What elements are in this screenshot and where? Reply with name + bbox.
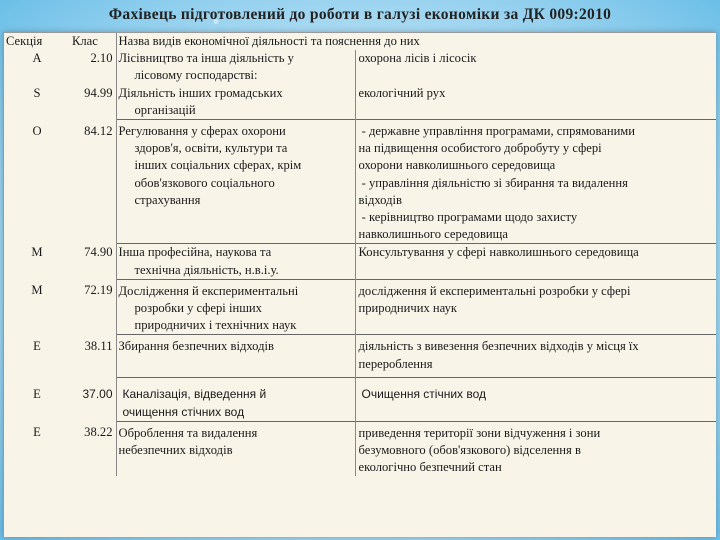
class-cell <box>70 378 116 421</box>
class-cell: 74.90 <box>84 244 113 259</box>
activity-name-cell <box>116 279 355 335</box>
explanation-line: - управління діяльністю зі збирання та видалення <box>358 175 628 190</box>
class-cell: 72.19 <box>84 283 113 298</box>
class-cell: 38.22 <box>84 425 113 440</box>
name-line: Діяльність інших громадських <box>118 85 283 100</box>
section-cell: A <box>32 51 42 66</box>
name-line: очищення стічних вод <box>122 404 245 419</box>
table-row <box>4 85 716 120</box>
name-line: інших соціальних сферах, крім <box>134 158 302 173</box>
name-line: Лісівництво та інша діяльність у <box>118 51 294 66</box>
activity-name-cell <box>116 378 355 421</box>
explanation-line: відходів <box>358 192 402 207</box>
explanation-line: безумовного (обов'язкового) відселення в <box>358 443 581 458</box>
class-cell: 84.12 <box>84 123 113 138</box>
activity-name-cell <box>116 421 355 476</box>
explanation-line: природничих наук <box>358 301 458 316</box>
explanation-cell <box>355 85 716 120</box>
table-row <box>4 279 716 335</box>
name-line: природничих і технічних наук <box>134 318 297 333</box>
class-cell: 38.11 <box>84 338 113 353</box>
explanation-line: навколишнього середовища <box>358 227 508 242</box>
explanation-cell <box>355 335 716 378</box>
section-cell: M <box>31 283 43 298</box>
header-class: Клас <box>72 34 98 48</box>
activity-name-cell <box>116 50 355 84</box>
table-row <box>4 120 716 244</box>
explanation-line: екологічно безпечний стан <box>358 460 502 475</box>
explanation-line: Консультування у сфері навколишнього середовища <box>358 245 639 260</box>
classification-table-sheet <box>3 32 716 537</box>
name-line: організацій <box>134 102 196 117</box>
name-line: Збирання безпечних відходів <box>118 339 274 354</box>
table-row <box>4 50 716 84</box>
name-line: здоров'я, освіти, культури та <box>134 141 288 156</box>
header-name: Назва видів економічної діяльності та пояснення до них <box>116 33 716 50</box>
activity-name-cell <box>116 244 355 279</box>
section-cell: O <box>32 123 42 138</box>
name-line: Дослідження й експериментальні <box>118 283 299 298</box>
name-line: розробки у сфері інших <box>134 301 262 316</box>
explanation-line: Очищення стічних вод <box>361 387 487 402</box>
table-row <box>4 335 716 378</box>
section-cell: E <box>33 425 41 440</box>
explanation-line: - керівництво програмами щодо захисту <box>358 210 578 225</box>
explanation-cell <box>355 244 716 279</box>
section-cell: E <box>33 338 41 353</box>
header-section: Секція <box>6 34 43 48</box>
explanation-cell <box>355 279 716 335</box>
table-row <box>4 244 716 279</box>
section-cell: S <box>33 85 41 100</box>
explanation-cell <box>355 50 716 84</box>
explanation-line: дослідження й експериментальні розробки у сфері <box>358 283 631 298</box>
name-line: Оброблення та видалення <box>118 425 258 440</box>
explanation-line: охорони навколишнього середовища <box>358 158 556 173</box>
name-line: страхування <box>134 192 201 207</box>
name-line: технічна діяльність, н.в.і.у. <box>134 262 279 277</box>
page-title: Фахівець підготовлений до роботи в галузі економіки за ДК 009:2010 <box>108 6 612 23</box>
name-line: Інша професійна, наукова та <box>118 245 272 260</box>
classification-table <box>4 33 716 476</box>
explanation-line: - державне управління програмами, спрямованими <box>358 124 636 139</box>
class-cell: 2.10 <box>90 51 113 66</box>
name-line: Каналізація, відведення й <box>122 387 267 402</box>
explanation-line: перероблення <box>358 356 433 371</box>
table-row <box>4 421 716 476</box>
name-line: лісовому господарстві: <box>134 68 258 83</box>
explanation-line: на підвищення особистого добробуту у сфері <box>358 141 602 156</box>
class-value: 37.00 <box>82 386 113 401</box>
name-line: Регулювання у сферах охорони <box>118 124 286 139</box>
explanation-cell <box>355 378 716 421</box>
activity-name-cell <box>116 120 355 244</box>
section-cell: M <box>31 244 43 259</box>
activity-name-cell <box>116 335 355 378</box>
explanation-line: охорона лісів і лісосік <box>358 51 477 66</box>
explanation-line: екологічний рух <box>358 85 446 100</box>
explanation-line: приведення території зони відчуження і зони <box>358 425 601 440</box>
class-cell: 94.99 <box>84 85 113 100</box>
table-header-row <box>4 33 716 50</box>
explanation-cell <box>355 120 716 244</box>
section-cell: E <box>33 386 41 401</box>
explanation-cell <box>355 421 716 476</box>
name-line: небезпечних відходів <box>118 443 233 458</box>
explanation-line: діяльність з вивезення безпечних відходів у місця їх <box>358 339 639 354</box>
name-line: обов'язкового соціального <box>134 175 275 190</box>
activity-name-cell <box>116 85 355 120</box>
table-row <box>4 378 716 421</box>
